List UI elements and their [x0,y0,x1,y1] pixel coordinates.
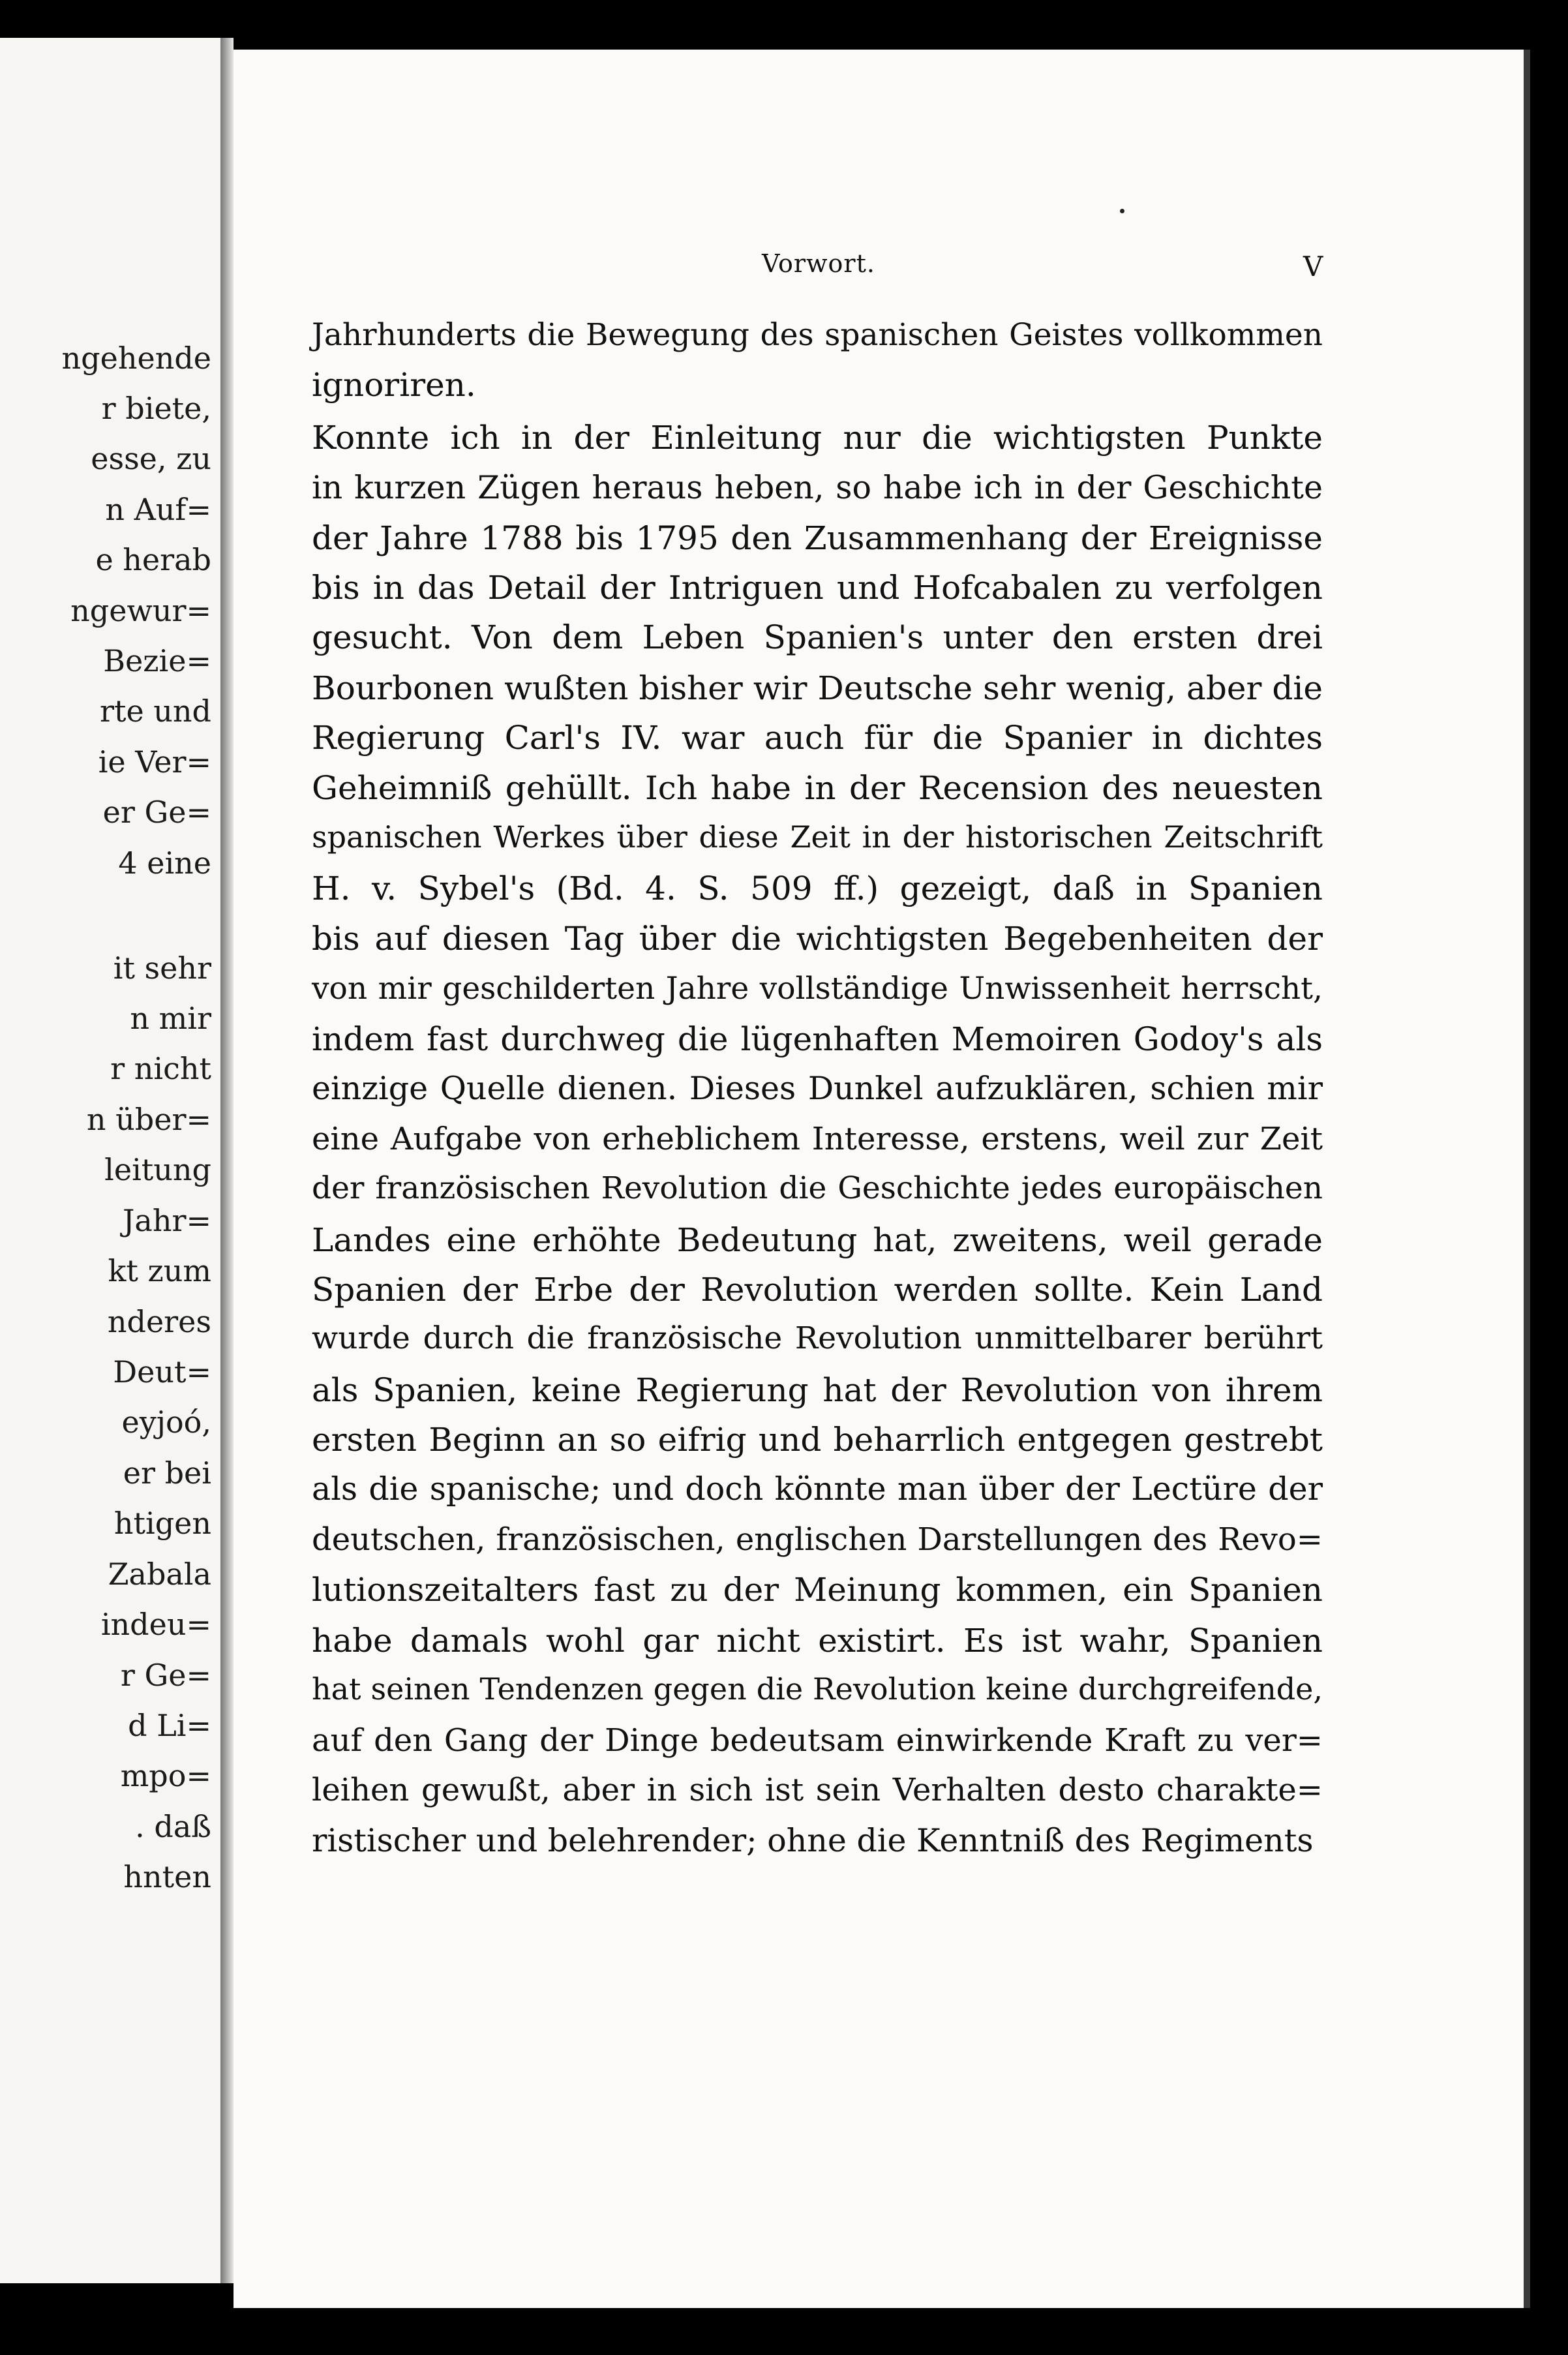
left-page-line: mpo= [120,1758,211,1793]
left-page-fragment [0,38,220,2283]
left-page-line: n über= [86,1102,211,1137]
text-line: gesucht. Von dem Leben Spanien's unter den ersten drei [312,618,1323,656]
page-number: V [1303,251,1323,282]
text-line: wurde durch die französische Revolution unmittelbarer berührt [312,1320,1323,1356]
text-line: leihen gewußt, aber in sich ist sein Verhalten desto charakte= [312,1772,1323,1808]
left-page-line: esse, zu [91,441,211,476]
text-line: Spanien der Erbe der Revolution werden sollte. Kein Land [312,1271,1323,1309]
left-page-line: Zabala [108,1557,211,1592]
text-line: indem fast durchweg die lügenhaften Memoiren Godoy's als [312,1020,1323,1058]
text-line: Konnte ich in der Einleitung nur die wichtigsten Punkte [312,419,1323,457]
text-line: spanischen Werkes über diese Zeit in der historischen Zeitschrift [312,819,1323,855]
text-line: der französischen Revolution die Geschichte jedes europäischen [312,1170,1323,1206]
left-page-line: d Li= [128,1708,211,1743]
left-page-line: leitung [104,1152,211,1187]
left-page-line: . daß [135,1809,211,1844]
left-page-line: er bei [123,1455,211,1491]
left-page-line: htigen [113,1506,211,1541]
left-page-line: r biete, [101,391,211,426]
left-page-line: eyjoó, [121,1405,211,1440]
book-gutter [220,38,234,2283]
left-page-line: it sehr [113,950,211,986]
left-page-line: nderes [107,1304,211,1339]
text-line: habe damals wohl gar nicht existirt. Es ist wahr, Spanien [312,1622,1323,1660]
text-line: Regierung Carl's IV. war auch für die Spanier in dichtes [312,719,1323,757]
text-line: als die spanische; und doch könnte man über der Lectüre der [312,1470,1323,1508]
left-page-line: Bezie= [103,643,211,678]
left-page-line: Jahr= [122,1203,211,1238]
text-line: Geheimniß gehüllt. Ich habe in der Recension des neuesten [312,769,1323,807]
text-line: Jahrhunderts die Bewegung des spanischen Geistes vollkommen [312,317,1323,353]
text-line: bis in das Detail der Intriguen und Hofcabalen zu verfolgen [312,569,1323,607]
text-line: deutschen, französischen, englischen Darstellungen des Revo= [312,1521,1323,1558]
text-line: eine Aufgabe von erheblichem Interesse, erstens, weil zur Zeit [312,1121,1323,1157]
left-page-line: ngewur= [70,593,211,628]
text-line: in kurzen Zügen heraus heben, so habe ich in der Geschichte [312,469,1323,506]
left-page-line: indeu= [100,1607,211,1642]
text-line: ristischer und belehrender; ohne die Kenntniß des Regiments [312,1822,1314,1859]
text-line: hat seinen Tendenzen gegen die Revolution keine durchgreifende, [312,1671,1323,1707]
text-line: auf den Gang der Dinge bedeutsam einwirkende Kraft zu ver= [312,1722,1323,1759]
text-line: ersten Beginn an so eifrig und beharrlich entgegen gestrebt [312,1421,1323,1459]
left-page-line: n Auf= [105,492,211,527]
left-page-line: rte und [99,693,211,729]
left-page-line: ngehende [61,341,211,376]
text-line: von mir geschilderten Jahre vollständige Unwissenheit herrscht, [312,971,1323,1007]
left-page-line: r nicht [110,1051,211,1086]
text-line: Bourbonen wußten bisher wir Deutsche sehr wenig, aber die [312,669,1323,707]
left-page-line: Deut= [113,1354,211,1390]
text-line: der Jahre 1788 bis 1795 den Zusammenhang der Ereignisse [312,519,1323,557]
left-page-line: ie Ver= [98,744,211,780]
text-line: H. v. Sybel's (Bd. 4. S. 509 ff.) gezeigt, daß in Spanien [312,870,1323,907]
left-page-line: hnten [123,1859,211,1894]
left-page-line: er Ge= [102,795,211,830]
left-page-line: kt zum [108,1253,211,1288]
text-line: Landes eine erhöhte Bedeutung hat, zweitens, weil gerade [312,1221,1323,1259]
left-page-line: r Ge= [120,1658,211,1693]
ink-dot [1120,209,1124,213]
page-edge [1524,50,1530,2308]
left-page-line: n mir [130,1001,211,1036]
left-page-line: 4 eine [118,845,211,881]
text-line: lutionszeitalters fast zu der Meinung kommen, ein Spanien [312,1571,1323,1609]
text-line: als Spanien, keine Regierung hat der Revolution von ihrem [312,1371,1323,1409]
text-line: bis auf diesen Tag über die wichtigsten Begebenheiten der [312,920,1323,958]
text-line: einzige Quelle dienen. Dieses Dunkel aufzuklären, schien mir [312,1070,1323,1107]
text-line: ignoriren. [312,366,476,404]
left-page-line: e herab [95,542,211,577]
running-head: Vorwort. [762,249,875,278]
